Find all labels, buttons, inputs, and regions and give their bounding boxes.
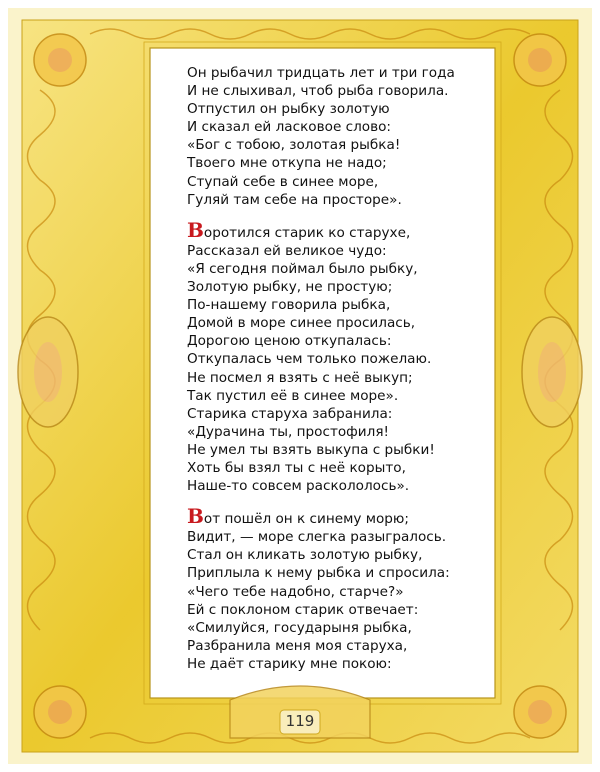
- poem-line: Старика старуха забранила:: [187, 405, 393, 422]
- poem-line: Стал он кликать золотую рыбку,: [187, 547, 423, 564]
- page-number: 119: [285, 712, 315, 730]
- poem-line: «Дурачина ты, простофиля!: [187, 423, 389, 440]
- poem-line: Золотую рыбку, не простую;: [187, 279, 393, 296]
- poem-line-rest: от пошёл он к синему морю;: [203, 511, 409, 528]
- poem-line: Не умел ты взять выкупа с рыбки!: [187, 441, 435, 458]
- poem-text: [187, 64, 487, 686]
- poem-line: «Смилуйся, государыня рыбка,: [187, 619, 412, 636]
- poem-line: Твоего мне откупа не надо;: [187, 155, 387, 172]
- drop-cap: В: [187, 217, 204, 242]
- poem-line: Видит, — море слегка разыгралось.: [187, 529, 447, 546]
- poem-line: Так пустил её в синее море».: [187, 387, 399, 404]
- poem-line: Отпустил он рыбку золотую: [187, 101, 390, 118]
- poem-line: Домой в море синее просилась,: [187, 315, 416, 332]
- poem-line: Гуляй там себе на просторе».: [187, 191, 402, 208]
- drop-cap: В: [187, 504, 204, 529]
- poem-line: Он рыбачил тридцать лет и три года: [187, 65, 455, 81]
- poem-line-rest: оротился старик ко старухе,: [203, 224, 411, 241]
- stanza-2: [187, 217, 487, 495]
- poem-line: Разбранила меня моя старуха,: [187, 637, 408, 654]
- poem-line: Не даёт старику мне покою:: [187, 655, 392, 672]
- stanza-3: [187, 504, 487, 673]
- poem-line: «Я сегодня поймал было рыбку,: [187, 260, 418, 277]
- poem-line: Не посмел я взять с неё выкуп;: [187, 369, 413, 386]
- poem-line: Ей с поклоном старик отвечает:: [187, 601, 419, 618]
- poem-line: «Бог с тобою, золотая рыбка!: [187, 137, 401, 154]
- poem-line-first: [187, 217, 487, 242]
- poem-line: Ступай себе в синее море,: [187, 173, 379, 190]
- poem-line: Дорогою ценою откупалась:: [187, 333, 392, 350]
- poem-line: Наше-то совсем раскололось».: [187, 478, 410, 495]
- poem-line: И не слыхивал, чтоб рыба говорила.: [187, 83, 449, 100]
- poem-line: И сказал ей ласковое слово:: [187, 119, 392, 136]
- stanza-1: [187, 64, 487, 209]
- poem-line: Приплыла к нему рыбка и спросила:: [187, 565, 450, 582]
- poem-line: «Чего тебе надобно, старче?»: [187, 583, 404, 600]
- poem-line: Рассказал ей великое чудо:: [187, 242, 387, 259]
- poem-line: Откупалась чем только пожелаю.: [187, 351, 432, 368]
- poem-line-first: [187, 504, 487, 529]
- poem-line: Хоть бы взял ты с неё корыто,: [187, 459, 406, 476]
- poem-line: По-нашему говорила рыбка,: [187, 297, 391, 314]
